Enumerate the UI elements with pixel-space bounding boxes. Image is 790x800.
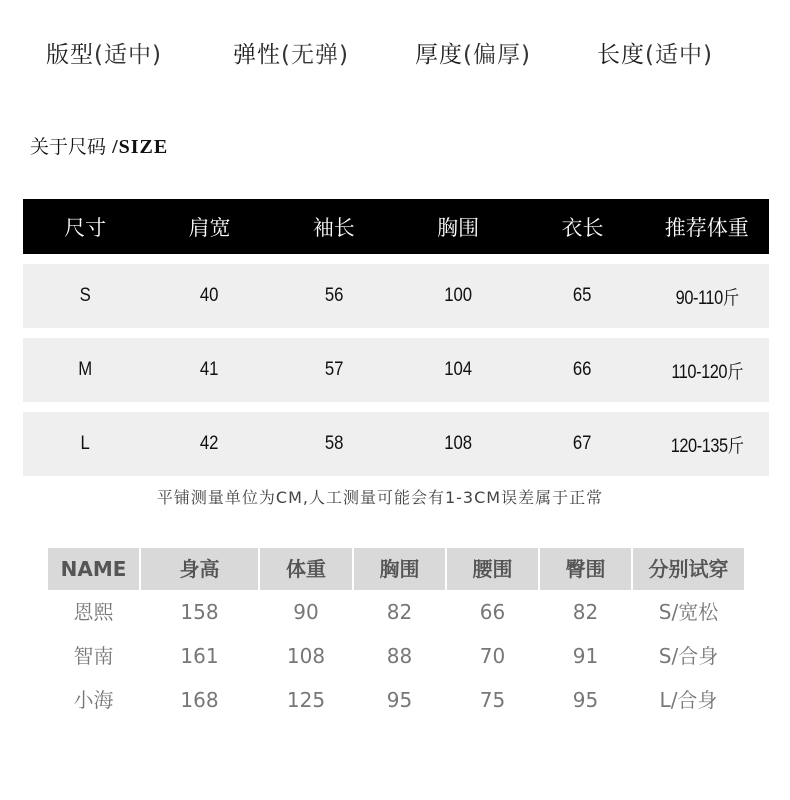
attribute-elasticity: 弹性(无弹) [233, 42, 349, 68]
size-section-title: 关于尺码 /SIZE [30, 136, 169, 158]
weight-cell: 125 [286, 688, 326, 712]
hip-cell: 82 [572, 600, 599, 624]
sleeve-cell: 57 [324, 359, 344, 380]
size-table-header [23, 199, 769, 254]
waist-cell: 75 [479, 688, 506, 712]
table-row [23, 338, 769, 402]
table-row [23, 412, 769, 476]
tried-size-cell: S/宽松 [658, 600, 719, 624]
fabric-attributes [0, 36, 790, 76]
header-cell: 分别试穿 [633, 548, 744, 590]
size-cell: S [79, 285, 91, 306]
shoulder-cell: 41 [200, 359, 219, 380]
header-cell: 体重 [260, 548, 352, 590]
tried-size-cell: S/合身 [658, 644, 719, 668]
header-cell: 推荐体重 [664, 215, 749, 240]
length-cell: 67 [573, 433, 592, 454]
sleeve-cell: 58 [324, 433, 344, 454]
header-cell: 臀围 [540, 548, 631, 590]
model-table-header [48, 548, 744, 590]
size-cell: L [80, 433, 90, 454]
attribute-thickness: 厚度(偏厚) [415, 42, 531, 68]
length-cell: 66 [573, 359, 592, 380]
header-cell: 袖长 [312, 215, 355, 240]
height-cell: 168 [180, 688, 219, 712]
model-name-cell: 智南 [73, 644, 114, 668]
measurement-note: 平铺测量单位为CM,人工测量可能会有1-3CM误差属于正常 [156, 488, 604, 507]
hip-cell: 91 [572, 644, 599, 668]
weight-cell: 90-110斤 [675, 287, 739, 309]
size-cell: M [78, 359, 93, 380]
shoulder-cell: 42 [200, 433, 219, 454]
table-row [48, 680, 744, 720]
length-cell: 65 [573, 285, 592, 306]
header-cell: 肩宽 [188, 215, 231, 240]
header-cell: NAME [48, 548, 139, 590]
waist-cell: 70 [479, 644, 506, 668]
weight-cell: 90 [293, 600, 319, 624]
sleeve-cell: 56 [324, 285, 344, 306]
header-cell: 腰围 [447, 548, 538, 590]
table-row [48, 636, 744, 676]
tried-size-cell: L/合身 [659, 688, 718, 712]
bust-cell: 95 [386, 688, 413, 712]
bust-cell: 108 [444, 433, 473, 454]
header-cell: 胸围 [354, 548, 445, 590]
model-name-cell: 恩熙 [73, 600, 114, 624]
header-cell: 尺寸 [64, 215, 107, 240]
waist-cell: 66 [479, 600, 506, 624]
attribute-length: 长度(适中) [597, 42, 713, 68]
table-row [48, 592, 744, 632]
bust-cell: 88 [386, 644, 413, 668]
shoulder-cell: 40 [200, 285, 219, 306]
bust-cell: 104 [444, 359, 473, 380]
height-cell: 161 [180, 644, 219, 668]
table-row [23, 264, 769, 328]
header-cell: 衣长 [561, 215, 604, 240]
header-cell: 胸围 [437, 215, 480, 240]
header-cell: 身高 [141, 548, 258, 590]
bust-cell: 82 [386, 600, 413, 624]
weight-cell: 108 [286, 644, 326, 668]
weight-cell: 120-135斤 [670, 435, 744, 457]
bust-cell: 100 [444, 285, 473, 306]
height-cell: 158 [180, 600, 219, 624]
attribute-fit: 版型(适中) [46, 42, 162, 68]
model-name-cell: 小海 [73, 688, 114, 712]
hip-cell: 95 [572, 688, 599, 712]
weight-cell: 110-120斤 [670, 361, 743, 383]
